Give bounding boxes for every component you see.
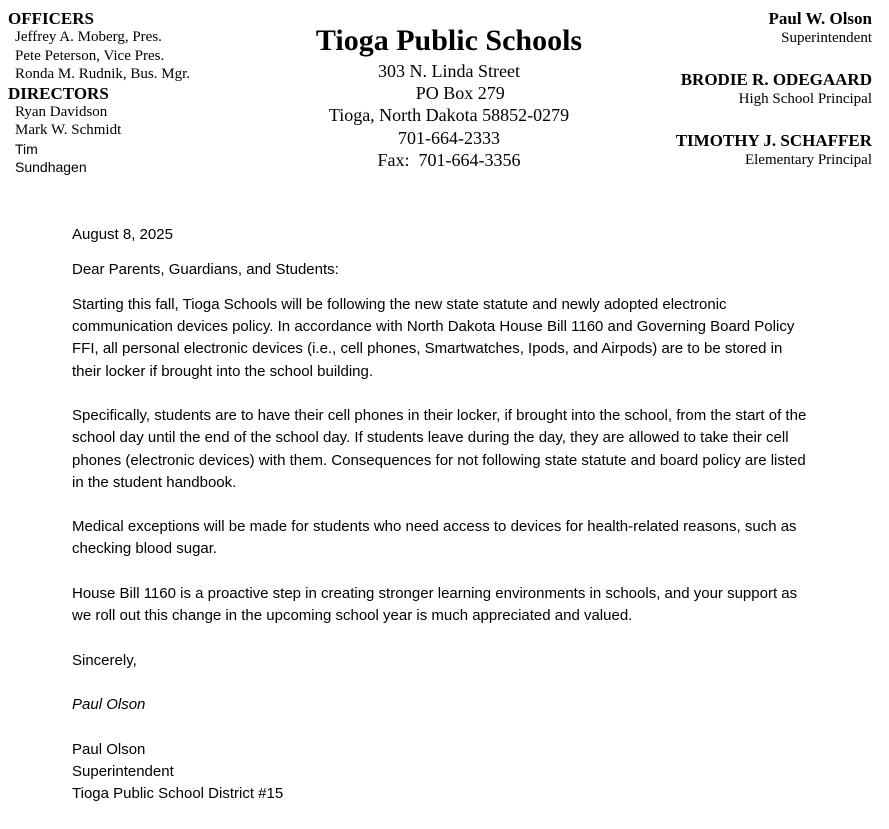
officer-name: Jeffrey A. Moberg, Pres. [15, 29, 162, 45]
signer-organization: Tioga Public School District #15 [72, 785, 284, 803]
closing: Sincerely, [72, 651, 137, 669]
city-state-zip: Tioga, North Dakota 58852-0279 [328, 105, 570, 126]
director-name: Tim [15, 140, 38, 157]
school-name: Tioga Public Schools [315, 24, 583, 57]
staff-name: Paul W. Olson [768, 9, 872, 28]
staff-entry [592, 131, 872, 169]
director-name: Sundhagen [15, 158, 87, 175]
officers-heading: OFFICERS [8, 9, 94, 28]
body-paragraph: Medical exceptions will be made for students who need access to devices for health-related reasons, such as checking blood sugar. [72, 518, 797, 558]
body-paragraph: House Bill 1160 is a proactive step in creating stronger learning environments in schools, and your support as we roll out this change in the upcoming school year is much appreciated and valued. [72, 584, 798, 625]
signer-name: Paul Olson [72, 740, 146, 758]
street-address: 303 N. Linda Street [378, 61, 520, 81]
director-name: Ryan Davidson [15, 103, 108, 120]
body-paragraph: Starting this fall, Tioga Schools will be following the new state statute and newly adopted electronic communication devices policy. In accordance with North Dakota House Bill 1160 and Governing Board Policy FFI, all personal electronic devices (i.e., cell phones, Smartwatches, Ipods, and Airpods) are to be stored in their locker if brought into the school building. [72, 296, 795, 380]
staff-name: TIMOTHY J. SCHAFFER [675, 131, 872, 150]
signer-title: Superintendent [72, 762, 174, 780]
phone-number: 701-664-2333 [398, 127, 500, 148]
staff-name: BRODIE R. ODEGAARD [680, 70, 872, 89]
letter-date: August 8, 2025 [72, 226, 173, 243]
director-name: Mark W. Schmidt [15, 122, 122, 138]
officer-name: Pete Peterson, Vice Pres. [15, 47, 165, 64]
body-paragraph: Specifically, students are to have their cell phones in their locker, if brought into the school, from the start of the school day until the end of the school day. If students leave during the day, they are allowed to take their cell phones (electronic devices) with them. Consequences for not following state statute and board policy are listed in the student handbook. [72, 407, 807, 491]
directors-heading: DIRECTORS [8, 83, 109, 103]
staff-entry [592, 70, 872, 108]
staff-entry [592, 9, 872, 47]
po-box: PO Box 279 [393, 83, 505, 104]
letterhead [260, 22, 638, 171]
letter-body [72, 224, 812, 805]
salutation: Dear Parents, Guardians, and Students: [72, 261, 339, 278]
board-roster [8, 9, 248, 176]
staff-title: Elementary Principal [744, 152, 872, 168]
fax-number: Fax: 701-664-3356 [377, 149, 521, 170]
staff-title: High School Principal [738, 91, 872, 107]
staff-title: Superintendent [781, 30, 872, 46]
officer-name: Ronda M. Rudnik, Bus. Mgr. [15, 66, 191, 82]
signature: Paul Olson [72, 696, 146, 714]
administrators [592, 9, 872, 169]
